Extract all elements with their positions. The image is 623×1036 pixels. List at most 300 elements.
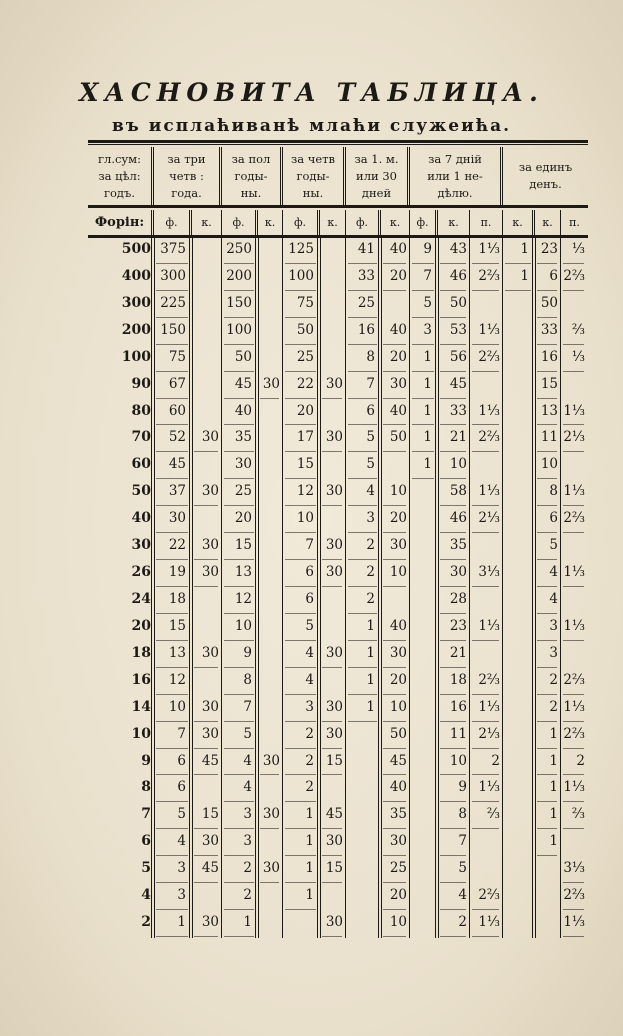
table-cell: 30 bbox=[325, 644, 343, 661]
table-cell: 40 bbox=[389, 241, 407, 257]
cell-underline bbox=[563, 451, 584, 452]
cell-underline bbox=[285, 721, 316, 722]
table-cell: 5 bbox=[243, 725, 252, 742]
table-cell: 20 bbox=[296, 402, 314, 419]
cell-underline bbox=[224, 748, 254, 749]
cell-underline bbox=[537, 855, 557, 856]
cell-underline bbox=[322, 882, 342, 883]
cell-underline bbox=[224, 398, 254, 399]
cell-underline bbox=[383, 371, 406, 372]
table-cell: 10 bbox=[168, 698, 186, 715]
table-cell: 10 bbox=[296, 510, 314, 527]
cell-underline bbox=[224, 532, 254, 533]
cell-underline bbox=[322, 586, 342, 587]
cell-underline bbox=[537, 451, 557, 452]
table-row bbox=[88, 615, 588, 638]
cell-underline bbox=[412, 263, 434, 264]
cell-underline bbox=[348, 667, 377, 668]
table-cell: 8 bbox=[366, 348, 375, 365]
table-cell: 7 bbox=[423, 267, 432, 284]
cell-underline bbox=[322, 667, 342, 668]
table-cell: 46 bbox=[449, 267, 467, 284]
table-cell: 16 bbox=[357, 321, 375, 338]
cell-underline bbox=[472, 774, 499, 775]
table-cell: 100 bbox=[226, 321, 252, 338]
table-cell: 50 bbox=[389, 725, 407, 742]
cell-underline bbox=[322, 774, 342, 775]
cell-underline bbox=[472, 371, 499, 372]
cell-underline bbox=[383, 909, 406, 910]
cell-underline bbox=[322, 505, 342, 506]
table-row bbox=[88, 642, 588, 665]
table-cell: 1⅓ bbox=[478, 241, 500, 257]
cell-underline bbox=[537, 667, 557, 668]
table-cell bbox=[503, 346, 532, 369]
table-cell bbox=[258, 238, 283, 261]
table-cell: 1⅓ bbox=[478, 483, 500, 500]
table-cell bbox=[535, 857, 561, 880]
table-cell: 10 bbox=[389, 698, 407, 715]
cell-underline bbox=[440, 451, 466, 452]
table-cell bbox=[410, 857, 435, 880]
cell-underline bbox=[194, 586, 218, 587]
cell-underline bbox=[472, 909, 499, 910]
table-cell: 45 bbox=[201, 752, 219, 769]
table-cell: 3 bbox=[177, 887, 186, 904]
table-cell: 1 bbox=[549, 779, 558, 796]
table-cell: 20 bbox=[389, 510, 407, 527]
subheader-cell: к. bbox=[381, 210, 410, 236]
table-cell bbox=[503, 292, 532, 315]
table-cell bbox=[258, 400, 283, 423]
table-cell: 20 bbox=[234, 510, 252, 527]
cell-underline bbox=[440, 559, 466, 560]
cell-underline bbox=[537, 828, 557, 829]
table-cell: ⅔ bbox=[571, 806, 585, 823]
table-row bbox=[88, 830, 588, 853]
table-cell: 1⅓ bbox=[563, 483, 585, 500]
table-cell bbox=[258, 911, 283, 934]
cell-underline bbox=[156, 909, 188, 910]
table-cell: ⅔ bbox=[486, 806, 500, 823]
table-cell: 2 bbox=[576, 752, 585, 769]
cell-underline bbox=[156, 801, 188, 802]
cell-underline bbox=[285, 505, 316, 506]
cell-underline bbox=[537, 344, 557, 345]
table-cell bbox=[258, 588, 283, 611]
cell-underline bbox=[224, 478, 254, 479]
cell-underline bbox=[322, 936, 342, 937]
table-cell: 3 bbox=[366, 510, 375, 527]
cell-underline bbox=[537, 640, 557, 641]
row-amount: 200 bbox=[121, 321, 151, 338]
table-cell bbox=[503, 507, 532, 530]
table-cell: 11 bbox=[540, 429, 558, 446]
table-cell bbox=[346, 884, 378, 907]
cell-underline bbox=[383, 505, 406, 506]
header-line: годъ. bbox=[103, 185, 135, 200]
cell-underline bbox=[224, 828, 254, 829]
table-cell: 30 bbox=[325, 914, 343, 931]
page-subtitle: въ исплаћиванѣ млаћи служеића. bbox=[111, 116, 512, 136]
cell-underline bbox=[412, 290, 434, 291]
cell-underline bbox=[322, 451, 342, 452]
table-cell bbox=[258, 830, 283, 853]
cell-underline bbox=[563, 424, 584, 425]
table-cell: 1 bbox=[423, 348, 432, 365]
cell-underline bbox=[156, 694, 188, 695]
table-cell: 50 bbox=[296, 321, 314, 338]
table-cell: 30 bbox=[389, 644, 407, 661]
header-top-rule bbox=[88, 140, 588, 143]
table-cell bbox=[503, 615, 532, 638]
cell-underline bbox=[224, 936, 254, 937]
cell-underline bbox=[194, 505, 218, 506]
table-cell: 12 bbox=[234, 591, 252, 607]
table-cell bbox=[258, 265, 283, 288]
table-cell: 1 bbox=[549, 806, 558, 823]
cell-underline bbox=[224, 263, 254, 264]
cell-underline bbox=[224, 317, 254, 318]
cell-underline bbox=[383, 828, 406, 829]
table-cell: 1⅓ bbox=[563, 617, 585, 634]
table-row bbox=[88, 911, 588, 934]
table-cell: 45 bbox=[449, 375, 467, 392]
table-cell: 30 bbox=[201, 698, 219, 715]
subheader-cell: ф. bbox=[346, 210, 381, 236]
row-amount: 7 bbox=[141, 806, 151, 823]
table-cell: 30 bbox=[201, 914, 219, 931]
cell-underline bbox=[348, 532, 377, 533]
table-cell: 1⅓ bbox=[478, 914, 500, 931]
table-cell: 6 bbox=[305, 591, 314, 607]
table-cell: 1 bbox=[423, 402, 432, 419]
subheader-cell: к. bbox=[320, 210, 346, 236]
table-cell: 30 bbox=[201, 833, 219, 850]
table-cell: 20 bbox=[389, 267, 407, 284]
cell-underline bbox=[348, 290, 377, 291]
table-cell: 20 bbox=[389, 887, 407, 904]
table-cell: 1⅓ bbox=[478, 402, 500, 419]
table-cell: 2 bbox=[305, 752, 314, 769]
row-amount: 300 bbox=[121, 294, 151, 311]
cell-underline bbox=[224, 371, 254, 372]
table-cell: 30 bbox=[201, 429, 219, 446]
table-cell: 33 bbox=[449, 402, 467, 419]
table-cell: 18 bbox=[449, 671, 467, 688]
table-cell: 3 bbox=[549, 644, 558, 661]
table-cell: 6 bbox=[305, 564, 314, 581]
table-cell: 4 bbox=[177, 833, 186, 850]
row-amount: 40 bbox=[131, 510, 151, 527]
row-amount: 5 bbox=[141, 860, 151, 877]
table-cell: 1 bbox=[305, 860, 314, 877]
row-amount: 6 bbox=[141, 833, 151, 850]
table-cell: 2 bbox=[243, 860, 252, 877]
table-cell bbox=[320, 507, 346, 530]
cell-underline bbox=[412, 371, 434, 372]
cell-underline bbox=[440, 398, 466, 399]
table-cell: 2⅓ bbox=[563, 429, 585, 446]
subheader-cell: ф. bbox=[410, 210, 438, 236]
cell-underline bbox=[156, 882, 188, 883]
subheader-cell: к. bbox=[192, 210, 222, 236]
header-top-rule-thin bbox=[88, 144, 588, 145]
cell-underline bbox=[348, 424, 377, 425]
table-cell: 45 bbox=[234, 375, 252, 392]
table-cell: 35 bbox=[234, 429, 252, 446]
table-cell bbox=[410, 507, 435, 530]
cell-underline bbox=[537, 290, 557, 291]
table-cell: 45 bbox=[201, 860, 219, 877]
cell-underline bbox=[383, 855, 406, 856]
table-cell: 10 bbox=[389, 483, 407, 500]
table-cell bbox=[503, 480, 532, 503]
cell-underline bbox=[563, 828, 584, 829]
cell-underline bbox=[194, 828, 218, 829]
cell-underline bbox=[224, 909, 254, 910]
table-cell bbox=[258, 346, 283, 369]
table-cell bbox=[320, 346, 346, 369]
cell-underline bbox=[156, 828, 188, 829]
table-cell: 4 bbox=[305, 671, 314, 688]
table-cell: 9 bbox=[243, 644, 252, 661]
table-cell: 2⅓ bbox=[478, 725, 500, 742]
table-cell: 5 bbox=[305, 617, 314, 634]
cell-underline bbox=[383, 451, 406, 452]
cell-underline bbox=[412, 478, 434, 479]
table-cell: 10 bbox=[540, 456, 558, 473]
cell-underline bbox=[285, 532, 316, 533]
cell-underline bbox=[285, 694, 316, 695]
cell-underline bbox=[412, 424, 434, 425]
table-cell bbox=[192, 346, 222, 369]
table-row bbox=[88, 480, 588, 503]
table-cell: 5 bbox=[549, 537, 558, 554]
table-cell: 30 bbox=[262, 752, 280, 769]
header-line: четв : bbox=[169, 168, 204, 183]
header-cell bbox=[410, 147, 503, 205]
row-amount: 14 bbox=[131, 698, 151, 715]
table-cell: 8 bbox=[243, 671, 252, 688]
cell-underline bbox=[156, 855, 188, 856]
table-cell bbox=[320, 588, 346, 611]
cell-underline bbox=[285, 586, 316, 587]
cell-underline bbox=[472, 828, 499, 829]
table-cell: 7 bbox=[305, 537, 314, 554]
table-cell bbox=[258, 453, 283, 476]
cell-underline bbox=[224, 451, 254, 452]
cell-underline bbox=[537, 613, 557, 614]
table-cell bbox=[192, 507, 222, 530]
table-cell bbox=[410, 750, 435, 773]
header-line: за 1. м. bbox=[354, 151, 399, 166]
table-cell bbox=[320, 265, 346, 288]
cell-underline bbox=[194, 748, 218, 749]
table-cell bbox=[258, 480, 283, 503]
cell-underline bbox=[412, 317, 434, 318]
cell-underline bbox=[563, 909, 584, 910]
table-cell: 37 bbox=[168, 483, 186, 500]
table-cell: ⅓ bbox=[571, 348, 585, 365]
table-cell: 4 bbox=[549, 564, 558, 581]
table-cell bbox=[410, 534, 435, 557]
table-cell: 1⅓ bbox=[478, 617, 500, 634]
cell-underline bbox=[285, 640, 316, 641]
cell-underline bbox=[563, 586, 584, 587]
table-cell bbox=[561, 534, 588, 557]
cell-underline bbox=[194, 559, 218, 560]
table-cell: 1⅓ bbox=[478, 321, 500, 338]
table-header bbox=[88, 147, 588, 205]
table-cell: 10 bbox=[234, 617, 252, 634]
cell-underline bbox=[440, 532, 466, 533]
cell-underline bbox=[383, 667, 406, 668]
table-cell bbox=[410, 561, 435, 584]
table-cell: 1 bbox=[423, 429, 432, 446]
table-cell bbox=[346, 750, 378, 773]
cell-underline bbox=[472, 532, 499, 533]
cell-underline bbox=[224, 640, 254, 641]
table-cell: 3 bbox=[177, 860, 186, 877]
table-cell bbox=[346, 803, 378, 826]
table-cell: 4 bbox=[305, 644, 314, 661]
table-cell: 30 bbox=[262, 375, 280, 392]
table-cell: 13 bbox=[540, 402, 558, 419]
table-cell: 6 bbox=[549, 267, 558, 284]
table-cell: 1 bbox=[243, 914, 252, 931]
table-cell bbox=[410, 911, 435, 934]
table-cell: 10 bbox=[449, 456, 467, 473]
cell-underline bbox=[224, 694, 254, 695]
cell-underline bbox=[156, 317, 188, 318]
table-row bbox=[88, 561, 588, 584]
table-cell bbox=[192, 615, 222, 638]
cell-underline bbox=[285, 909, 316, 910]
cell-underline bbox=[505, 290, 531, 291]
table-cell: 50 bbox=[234, 348, 252, 365]
table-cell bbox=[561, 642, 588, 665]
row-amount: 500 bbox=[121, 241, 151, 257]
cell-underline bbox=[383, 801, 406, 802]
table-cell: 2⅔ bbox=[478, 887, 500, 904]
table-cell bbox=[410, 588, 435, 611]
cell-underline bbox=[537, 505, 557, 506]
header-line: денъ. bbox=[529, 177, 562, 191]
cell-underline bbox=[285, 451, 316, 452]
table-cell: 12 bbox=[296, 483, 314, 500]
cell-underline bbox=[348, 613, 377, 614]
table-cell: 2 bbox=[549, 698, 558, 715]
table-cell: 1 bbox=[549, 752, 558, 769]
table-row bbox=[88, 292, 588, 315]
cell-underline bbox=[537, 721, 557, 722]
cell-underline bbox=[224, 667, 254, 668]
table-cell bbox=[410, 696, 435, 719]
cell-underline bbox=[383, 532, 406, 533]
table-cell: 30 bbox=[201, 644, 219, 661]
table-cell: 53 bbox=[449, 321, 467, 338]
row-amount: 100 bbox=[121, 348, 151, 365]
table-cell bbox=[346, 723, 378, 746]
header-line: за цѣл: bbox=[98, 168, 141, 183]
cell-underline bbox=[472, 721, 499, 722]
header-line: за три bbox=[167, 151, 206, 166]
cell-underline bbox=[472, 505, 499, 506]
table-cell: 67 bbox=[168, 375, 186, 392]
cell-underline bbox=[383, 424, 406, 425]
cell-underline bbox=[348, 586, 377, 587]
table-cell: 2 bbox=[305, 779, 314, 796]
header-line: годы- bbox=[234, 168, 268, 183]
table-cell bbox=[192, 400, 222, 423]
table-cell bbox=[410, 803, 435, 826]
table-cell bbox=[503, 319, 532, 342]
table-cell: 30 bbox=[201, 725, 219, 742]
table-cell: 17 bbox=[296, 429, 314, 446]
table-body bbox=[88, 238, 588, 938]
table-cell: 2⅔ bbox=[478, 348, 500, 365]
cell-underline bbox=[440, 774, 466, 775]
table-cell: 2⅔ bbox=[478, 267, 500, 284]
table-cell: 200 bbox=[226, 267, 252, 284]
cell-underline bbox=[348, 559, 377, 560]
cell-underline bbox=[194, 774, 218, 775]
cell-underline bbox=[440, 505, 466, 506]
table-cell: 15 bbox=[325, 860, 343, 877]
row-amount: 18 bbox=[131, 644, 151, 661]
cell-underline bbox=[472, 748, 499, 749]
table-row bbox=[88, 373, 588, 396]
table-cell bbox=[346, 911, 378, 934]
table-cell bbox=[410, 642, 435, 665]
cell-underline bbox=[563, 936, 584, 937]
cell-underline bbox=[156, 721, 188, 722]
table-cell bbox=[192, 373, 222, 396]
cell-underline bbox=[472, 694, 499, 695]
cell-underline bbox=[260, 774, 279, 775]
table-cell: 25 bbox=[389, 860, 407, 877]
table-cell: 3 bbox=[305, 698, 314, 715]
cell-underline bbox=[224, 801, 254, 802]
table-cell: 1 bbox=[305, 833, 314, 850]
table-cell: 10 bbox=[389, 564, 407, 581]
table-cell: 30 bbox=[234, 456, 252, 473]
table-cell bbox=[192, 453, 222, 476]
table-cell: 30 bbox=[389, 537, 407, 554]
table-cell: 4 bbox=[243, 752, 252, 769]
table-cell: 16 bbox=[449, 698, 467, 715]
table-cell bbox=[561, 373, 588, 396]
table-cell bbox=[258, 561, 283, 584]
table-cell: 56 bbox=[449, 348, 467, 365]
table-cell bbox=[503, 723, 532, 746]
cell-underline bbox=[440, 613, 466, 614]
table-cell bbox=[503, 669, 532, 692]
table-cell bbox=[503, 373, 532, 396]
table-cell bbox=[561, 292, 588, 315]
table-cell: 2 bbox=[458, 914, 467, 931]
table-cell bbox=[535, 911, 561, 934]
table-row bbox=[88, 723, 588, 746]
cell-underline bbox=[224, 559, 254, 560]
table-row bbox=[88, 588, 588, 611]
subheader-cell: к. bbox=[503, 210, 535, 236]
table-cell: 1 bbox=[305, 806, 314, 823]
table-cell bbox=[410, 615, 435, 638]
table-cell: 40 bbox=[389, 617, 407, 634]
table-cell: 9 bbox=[423, 241, 432, 257]
